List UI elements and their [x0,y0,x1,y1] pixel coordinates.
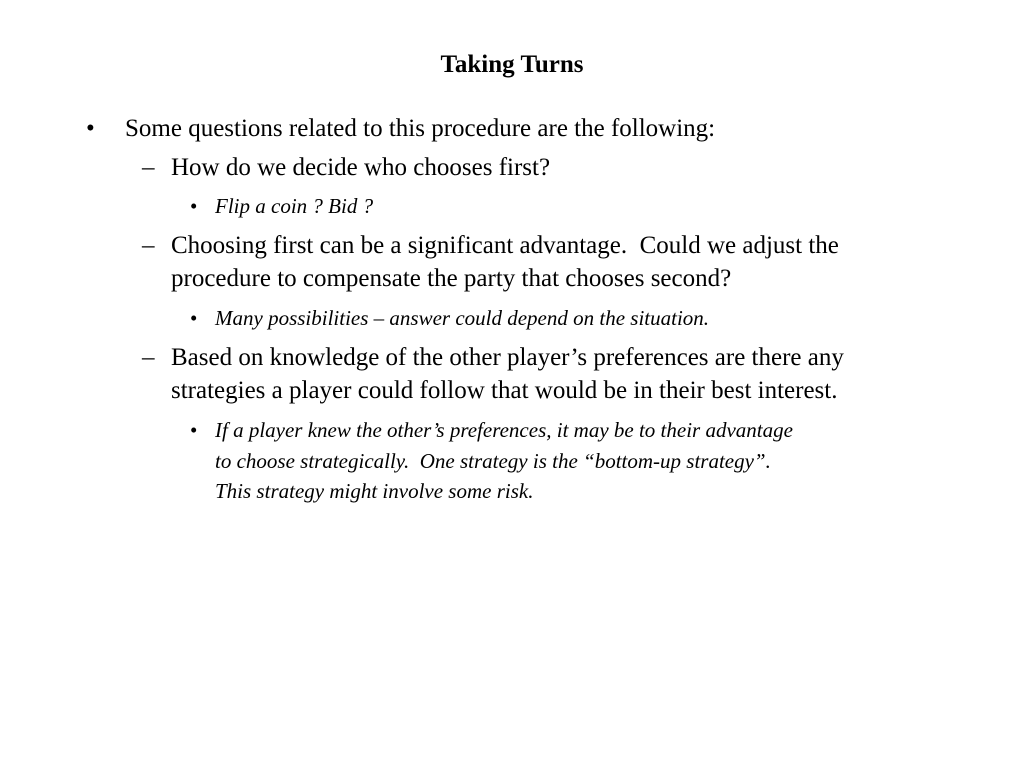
bullet-marker: • [190,418,198,442]
sub-bullet-text: How do we decide who chooses first? [171,154,551,181]
slide-title: Taking Turns [440,51,584,78]
sub-bullet-text: Based on knowledge of the other player’s preferences are there any strategies a player could follow that would be in their best interest. [171,344,844,404]
sub-sub-bullet-text: If a player knew the other’s preferences, it may be to their advantage to choose strategically. One strategy is the “bottom-up strategy”. This strategy might involve some risk. [215,418,793,503]
dash-marker: – [142,344,155,371]
sub-sub-bullet-text: Many possibilities – answer could depend on the situation. [215,306,710,330]
sub-sub-bullet-text: Flip a coin ? Bid ? [215,194,374,218]
bullet-text: Some questions related to this procedure are the following: [125,115,716,142]
bullet-marker: • [190,194,198,218]
sub-bullet-text: Choosing first can be a significant advantage. Could we adjust the procedure to compensate the party that chooses second? [171,232,839,292]
dash-marker: – [142,154,155,181]
bullet-marker: • [190,306,198,330]
bullet-marker: • [86,115,95,142]
dash-marker: – [142,232,155,259]
